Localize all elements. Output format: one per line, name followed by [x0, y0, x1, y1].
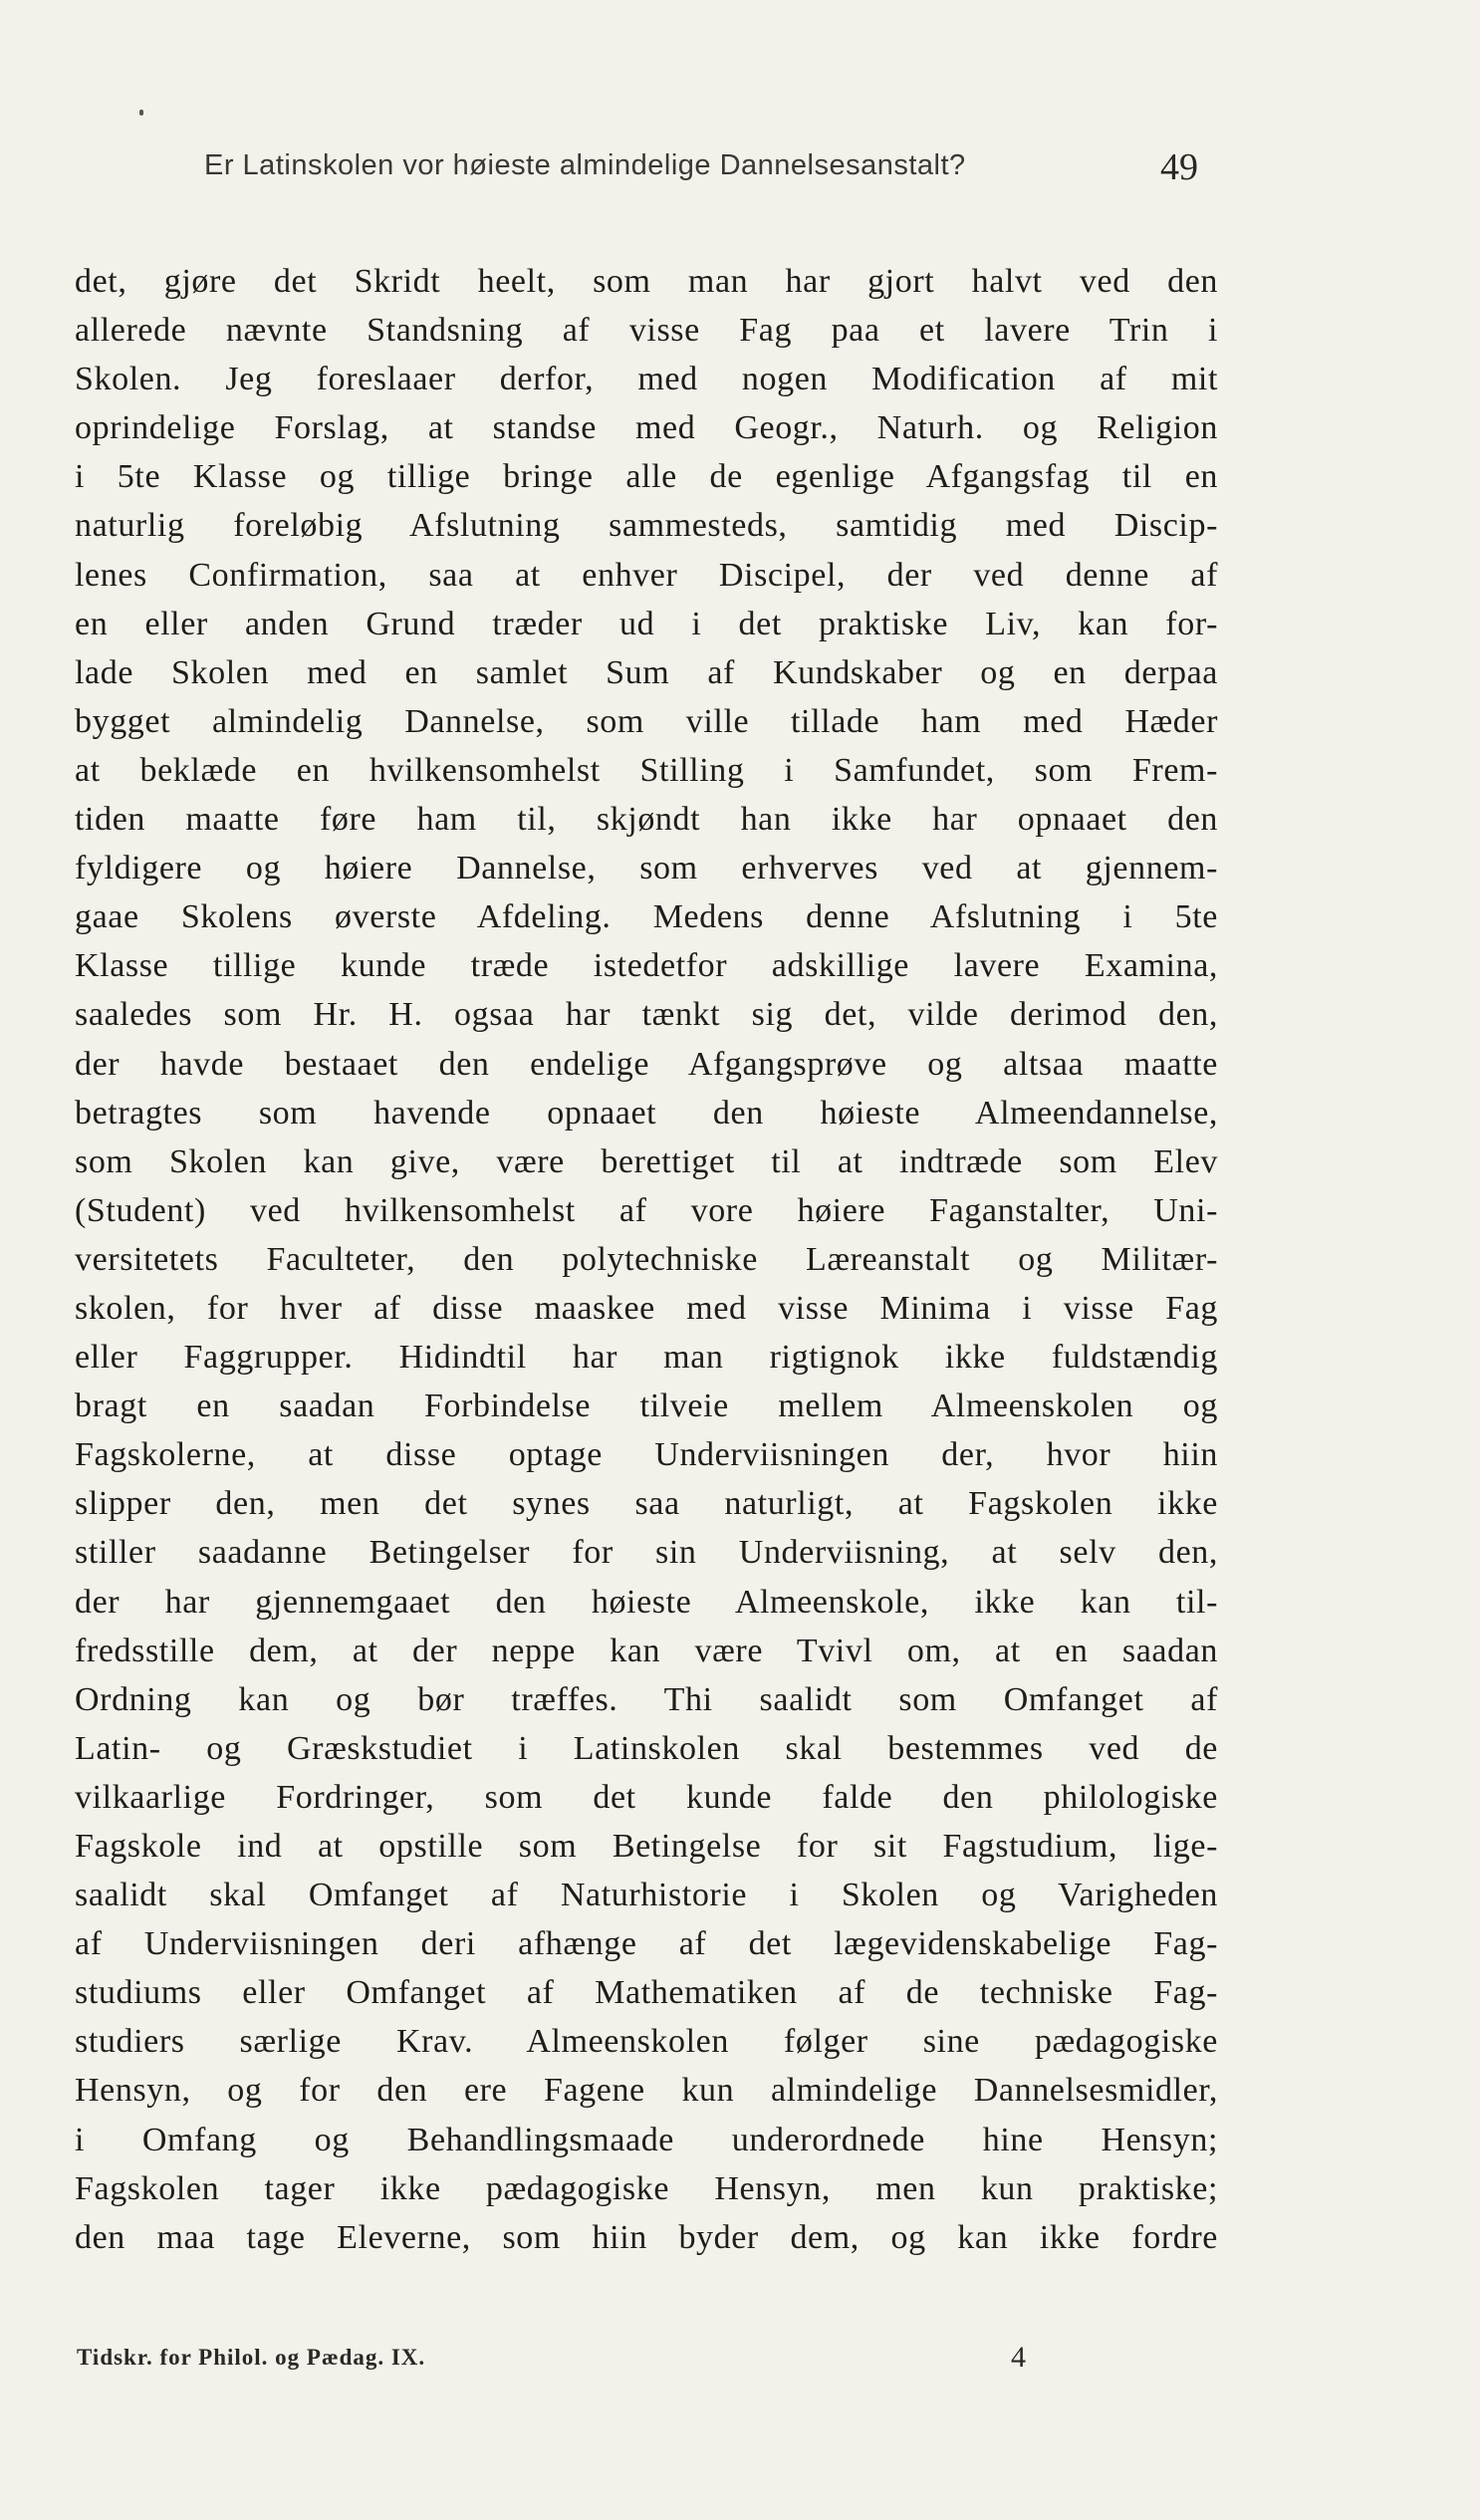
text-line: Hensyn, og for den ere Fagene kun almindelige Dannelsesmidler,: [75, 2072, 1218, 2110]
text-line: fredsstille dem, at der neppe kan være Tvivl om, at en saadan: [75, 1632, 1218, 1669]
text-line: saaledes som Hr. H. ogsaa har tænkt sig det, vilde derimod den,: [75, 996, 1218, 1034]
text-line: oprindelige Forslag, at standse med Geogr., Naturh. og Religion: [75, 409, 1218, 447]
text-line: versitetets Faculteter, den polytechniske Læreanstalt og Militær-: [75, 1240, 1218, 1278]
text-line: betragtes som havende opnaaet den høieste Almeendannelse,: [75, 1094, 1218, 1132]
text-line: bragt en saadan Forbindelse tilveie mellem Almeenskolen og: [75, 1387, 1218, 1425]
text-line: eller Faggrupper. Hidindtil har man rigtignok ikke fuldstændig: [75, 1339, 1218, 1377]
text-line: studiers særlige Krav. Almeenskolen følger sine pædagogiske: [75, 2023, 1218, 2061]
text-line: den maa tage Eleverne, som hiin byder dem, og kan ikke fordre: [75, 2218, 1218, 2256]
text-line: naturlig foreløbig Afslutning sammesteds, samtidig med Discip-: [75, 507, 1218, 545]
running-head: [0, 146, 1480, 199]
text-line: lenes Confirmation, saa at enhver Discipel, der ved denne af: [75, 556, 1218, 594]
text-line: (Student) ved hvilkensomhelst af vore høiere Faganstalter, Uni-: [75, 1191, 1218, 1229]
text-line: gaae Skolens øverste Afdeling. Medens denne Afslutning i 5te: [75, 898, 1218, 936]
text-line: der havde bestaaet den endelige Afgangsprøve og altsaa maatte: [75, 1045, 1218, 1083]
text-line: Fagskole ind at opstille som Betingelse for sit Fagstudium, lige-: [75, 1828, 1218, 1865]
text-line: stiller saadanne Betingelser for sin Underviisning, at selv den,: [75, 1534, 1218, 1572]
text-line: bygget almindelig Dannelse, som ville tillade ham med Hæder: [75, 702, 1218, 740]
text-line: Fagskolerne, at disse optage Underviisningen der, hvor hiin: [75, 1436, 1218, 1474]
text-line: Skolen. Jeg foreslaaer derfor, med nogen Modification af mit: [75, 361, 1218, 398]
print-speck: [139, 110, 143, 116]
page-number: 49: [1160, 146, 1198, 188]
text-line: Fagskolen tager ikke pædagogiske Hensyn, men kun praktiske;: [75, 2169, 1218, 2207]
running-title: Er Latinskolen vor høieste almindelige Dannelsesanstalt?: [204, 149, 966, 181]
text-line: allerede nævnte Standsning af visse Fag paa et lavere Trin i: [75, 312, 1218, 350]
text-line: saalidt skal Omfanget af Naturhistorie i Skolen og Varigheden: [75, 1877, 1218, 1914]
text-line: skolen, for hver af disse maaskee med visse Minima i visse Fag: [75, 1289, 1218, 1327]
text-line: Klasse tillige kunde træde istedetfor adskillige lavere Examina,: [75, 947, 1218, 985]
text-line: at beklæde en hvilkensomhelst Stilling i Samfundet, som Frem-: [75, 751, 1218, 789]
text-line: af Underviisningen deri afhænge af det lægevidenskabelige Fag-: [75, 1925, 1218, 1963]
text-line: i 5te Klasse og tillige bringe alle de egenlige Afgangsfag til en: [75, 458, 1218, 496]
signature-mark: Tidskr. for Philol. og Pædag. IX.: [77, 2345, 426, 2370]
text-line: der har gjennemgaaet den høieste Almeenskole, ikke kan til-: [75, 1583, 1218, 1621]
text-line: studiums eller Omfanget af Mathematiken af de techniske Fag-: [75, 1974, 1218, 2012]
text-line: det, gjøre det Skridt heelt, som man har gjort halvt ved den: [75, 263, 1218, 300]
text-line: Latin- og Græskstudiet i Latinskolen skal bestemmes ved de: [75, 1729, 1218, 1767]
text-line: i Omfang og Behandlingsmaade underordnede hine Hensyn;: [75, 2121, 1218, 2158]
body-text: [75, 257, 1218, 2262]
sheet-number: 4: [1011, 2341, 1026, 2374]
footer: [0, 2341, 1480, 2385]
text-line: fyldigere og høiere Dannelse, som erhverves ved at gjennem-: [75, 850, 1218, 887]
text-line: Ordning kan og bør træffes. Thi saalidt som Omfanget af: [75, 1680, 1218, 1718]
text-line: en eller anden Grund træder ud i det praktiske Liv, kan for-: [75, 605, 1218, 642]
text-line: slipper den, men det synes saa naturligt, at Fagskolen ikke: [75, 1485, 1218, 1523]
text-line: tiden maatte føre ham til, skjøndt han ikke har opnaaet den: [75, 801, 1218, 839]
text-line: som Skolen kan give, være berettiget til at indtræde som Elev: [75, 1142, 1218, 1180]
text-line: vilkaarlige Fordringer, som det kunde falde den philologiske: [75, 1778, 1218, 1816]
text-line: lade Skolen med en samlet Sum af Kundskaber og en derpaa: [75, 653, 1218, 691]
